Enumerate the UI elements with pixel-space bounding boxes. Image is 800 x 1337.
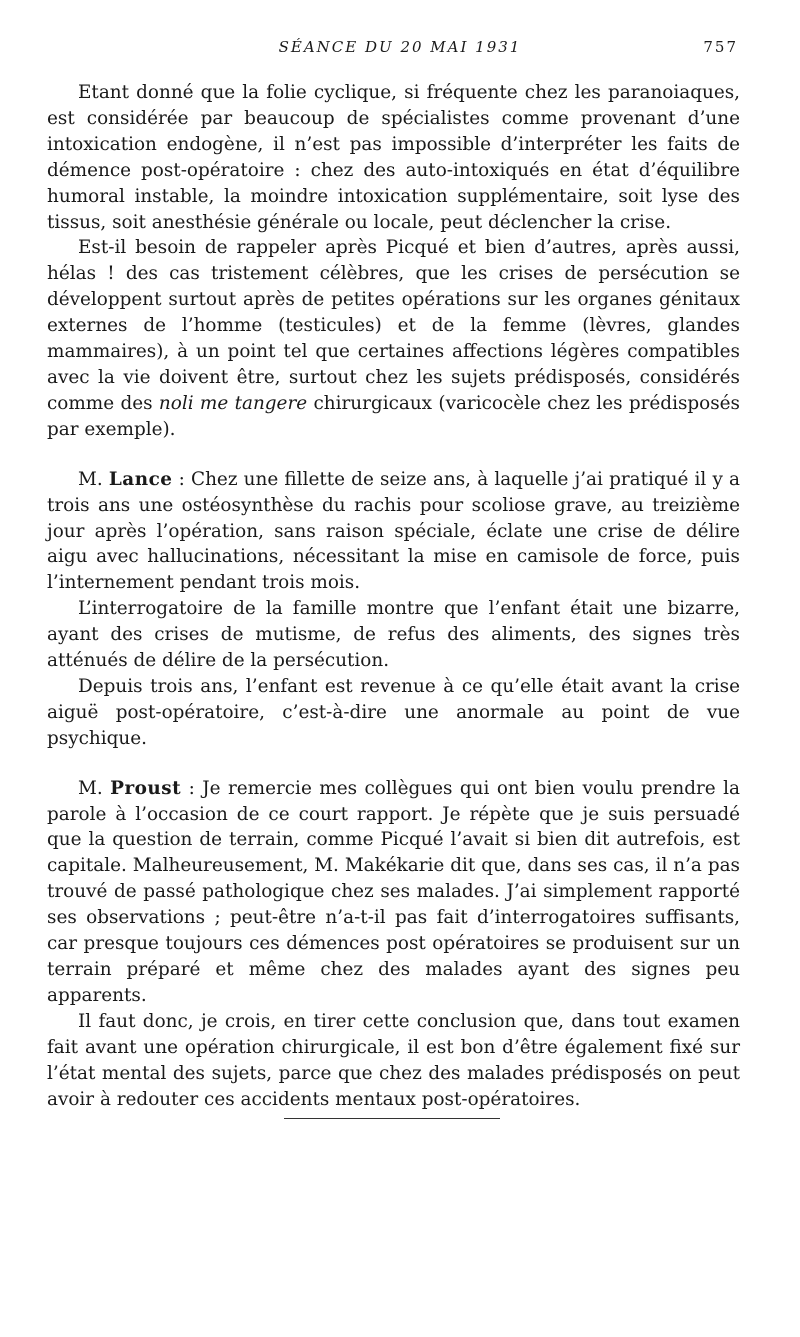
paragraph-text: Etant donné que la folie cyclique, si fréquente chez les paranoiaques, est considérée par beaucoup de spécialistes comme provenant d’une intoxication endogène, il n’est pas impossible d’interpréter les faits de démence post-opératoire : chez des auto-intoxiqués en état d’équilibre humoral instable, la moindre intoxication supplémentaire, soit lyse des tissus, soit anesthésie générale ou locale, peut déclencher la crise. <box>47 82 740 233</box>
paragraph-text: L’interrogatoire de la famille montre que l’enfant était une bizarre, ayant des crises de mutisme, de refus des aliments, des signes très atténués de délire de la persécution. <box>47 598 740 672</box>
section-end-rule <box>284 1118 500 1119</box>
running-header <box>0 38 800 62</box>
paragraph-text: Est-il besoin de rappeler après Picqué et bien d’autres, après aussi, hélas ! des cas tristement célèbres, que les crises de persécution se développent surtout après de petites opérations sur les organes génitaux externes de l’homme (testicules) et de la femme (lèvres, glandes mammaires), à un point tel que certaines affections légères compatibles avec la vie doivent être, surtout chez les sujets prédisposés, considérés comme des <box>47 237 740 414</box>
paragraph <box>47 596 740 674</box>
paragraph <box>47 80 740 235</box>
header-title: SÉANCE DU 20 MAI 1931 <box>278 38 522 56</box>
paragraph-text: : Je remercie mes collègues qui ont bien voulu prendre la parole à l’occasion de ce court rapport. Je répète que je suis persuadé que la question de terrain, comme Picqué l’avait si bien dit autrefois, est capitale. Malheureusement, M. Makékarie dit que, dans ses cas, il n’a pas trouvé de passé pathologique chez ses malades. J’ai simplement rapporté ses observations ; peut-être n’a-t-il pas fait d’interrogatoires suffisants, car presque toujours ces démences post opératoires se produisent sur un terrain préparé et même chez des malades ayant des signes peu apparents. <box>47 777 740 1006</box>
paragraph-text: Depuis trois ans, l’enfant est revenue à ce qu’elle était avant la crise aiguë post-opératoire, c’est-à-dire une anormale au point de vue psychique. <box>47 675 740 749</box>
article-body <box>47 80 740 1112</box>
paragraph <box>47 1009 740 1113</box>
speaker-prefix: M. <box>78 777 111 799</box>
speaker-name: Lance <box>108 468 173 490</box>
speaker-prefix: M. <box>78 468 109 490</box>
paragraph-text: Il faut donc, je crois, en tirer cette conclusion que, dans tout examen fait avant une opération chirurgicale, il est bon d’être également fixé sur l’état mental des sujets, parce que chez des malades prédisposés on peut avoir à redouter ces accidents mentaux post-opératoires. <box>47 1010 740 1110</box>
speaker-name: Proust <box>110 777 182 799</box>
latin-phrase: noli me tangere <box>158 392 308 414</box>
paragraph <box>47 467 740 597</box>
paragraph <box>47 235 740 442</box>
page-number: 757 <box>703 38 738 56</box>
paragraph-text: : Chez une fillette de seize ans, à laquelle j’ai pratiqué il y a trois ans une ostéosynthèse du rachis pour scoliose grave, au treizième jour après l’opération, sans raison spéciale, éclate une crise de délire aigu avec hallucinations, nécessitant la mise en camisole de force, puis l’internement pendant trois mois. <box>47 468 740 594</box>
paragraph-text: chirurgicaux (varicocèle chez les prédisposés par exemple). <box>47 392 740 440</box>
paragraph <box>47 674 740 752</box>
paragraph <box>47 776 740 1009</box>
